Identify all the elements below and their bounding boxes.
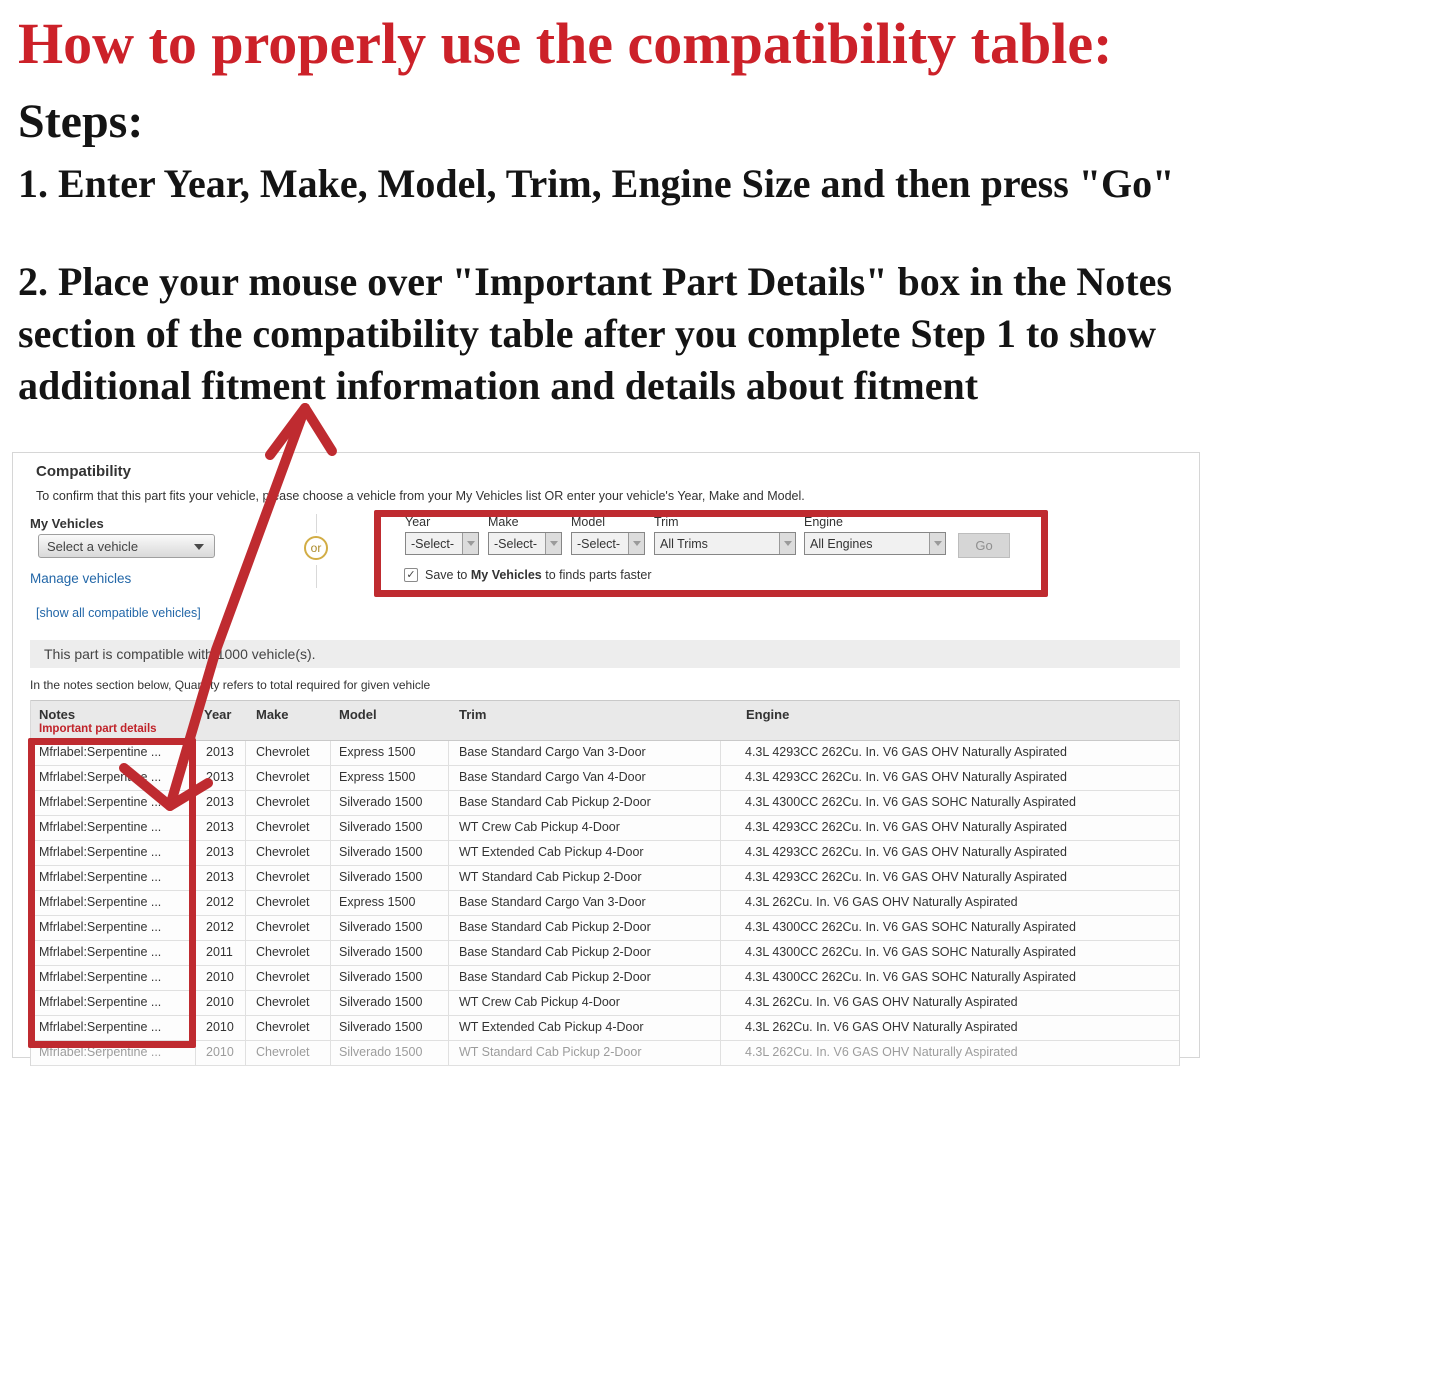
go-button[interactable]: Go bbox=[958, 533, 1010, 558]
cell-engine: 4.3L 4300CC 262Cu. In. V6 GAS SOHC Naturally Aspirated bbox=[745, 920, 1076, 934]
header-notes: Notes bbox=[39, 707, 76, 722]
annotation-box-notes-column bbox=[28, 738, 196, 1048]
step1-text: 1. Enter Year, Make, Model, Trim, Engine Size and then press "Go" bbox=[18, 161, 1175, 206]
cell-trim: WT Standard Cab Pickup 2-Door bbox=[449, 1041, 721, 1065]
my-vehicles-label: My Vehicles bbox=[30, 516, 104, 531]
cell-notes[interactable]: Mfrlabel:Serpentine ... bbox=[31, 1016, 196, 1040]
cell-year: 2010 bbox=[196, 966, 246, 990]
cell-notes[interactable]: Mfrlabel:Serpentine ... bbox=[31, 966, 196, 990]
cell-model: Silverado 1500 bbox=[331, 991, 449, 1015]
header-important-part-details: Important part details bbox=[39, 723, 157, 735]
finder-label-model: Model bbox=[571, 515, 606, 529]
finder-select-value: All Engines bbox=[810, 536, 873, 551]
cell-notes[interactable]: Mfrlabel:Serpentine ... bbox=[31, 816, 196, 840]
step2-line3: additional fitment information and details about fitment bbox=[18, 363, 979, 408]
cell-engine: 4.3L 4293CC 262Cu. In. V6 GAS OHV Naturally Aspirated bbox=[745, 870, 1067, 884]
header-year: Year bbox=[204, 707, 232, 722]
cell-model: Silverado 1500 bbox=[331, 1041, 449, 1065]
finder-select-value: All Trims bbox=[660, 536, 708, 551]
cell-model: Silverado 1500 bbox=[331, 941, 449, 965]
cell-trim: WT Extended Cab Pickup 4-Door bbox=[449, 1016, 721, 1040]
my-vehicles-select[interactable] bbox=[38, 534, 215, 558]
or-badge: or bbox=[304, 536, 328, 560]
save-label-suffix: to finds parts faster bbox=[541, 568, 652, 582]
cell-engine: 4.3L 262Cu. In. V6 GAS OHV Naturally Aspirated bbox=[745, 895, 1018, 909]
cell-notes[interactable]: Mfrlabel:Serpentine ... bbox=[31, 866, 196, 890]
cell-year: 2013 bbox=[196, 816, 246, 840]
table-row bbox=[31, 891, 1179, 916]
cell-notes[interactable]: Mfrlabel:Serpentine ... bbox=[31, 991, 196, 1015]
cell-trim: Base Standard Cab Pickup 2-Door bbox=[449, 916, 721, 940]
cell-year: 2012 bbox=[196, 916, 246, 940]
table-row bbox=[31, 916, 1179, 941]
cell-notes[interactable]: Mfrlabel:Serpentine ... bbox=[31, 916, 196, 940]
finder-label-year: Year bbox=[405, 515, 431, 529]
cell-model: Silverado 1500 bbox=[331, 966, 449, 990]
compatibility-subtitle: To confirm that this part fits your vehicle, please choose a vehicle from your My Vehicles list OR enter your vehicle's Year, Make and Model. bbox=[36, 489, 805, 503]
table-body bbox=[31, 741, 1179, 1066]
cell-model: Express 1500 bbox=[331, 766, 449, 790]
cell-engine: 4.3L 262Cu. In. V6 GAS OHV Naturally Aspirated bbox=[745, 1020, 1018, 1034]
cell-make: Chevrolet bbox=[246, 1016, 331, 1040]
cell-year: 2013 bbox=[196, 866, 246, 890]
cell-model: Silverado 1500 bbox=[331, 916, 449, 940]
cell-make: Chevrolet bbox=[246, 916, 331, 940]
cell-notes[interactable]: Mfrlabel:Serpentine ... bbox=[31, 791, 196, 815]
table-row bbox=[31, 741, 1179, 766]
cell-trim: Base Standard Cab Pickup 2-Door bbox=[449, 966, 721, 990]
or-divider-bottom bbox=[316, 565, 317, 588]
cell-make: Chevrolet bbox=[246, 766, 331, 790]
cell-trim: WT Standard Cab Pickup 2-Door bbox=[449, 866, 721, 890]
cell-make: Chevrolet bbox=[246, 991, 331, 1015]
cell-notes[interactable]: Mfrlabel:Serpentine ... bbox=[31, 766, 196, 790]
cell-engine: 4.3L 4300CC 262Cu. In. V6 GAS SOHC Naturally Aspirated bbox=[745, 795, 1076, 809]
table-row bbox=[31, 866, 1179, 891]
table-row bbox=[31, 1016, 1179, 1041]
cell-notes[interactable]: Mfrlabel:Serpentine ... bbox=[31, 741, 196, 765]
my-vehicles-select-value: Select a vehicle bbox=[47, 538, 139, 554]
cell-trim: Base Standard Cargo Van 3-Door bbox=[449, 741, 721, 765]
cell-make: Chevrolet bbox=[246, 791, 331, 815]
compatible-count-banner: This part is compatible with 1000 vehicle(s). bbox=[30, 640, 1180, 668]
cell-notes[interactable]: Mfrlabel:Serpentine ... bbox=[31, 941, 196, 965]
notes-hint-text: In the notes section below, Quantity refers to total required for given vehicle bbox=[30, 678, 431, 692]
cell-engine: 4.3L 4293CC 262Cu. In. V6 GAS OHV Naturally Aspirated bbox=[745, 745, 1067, 759]
step2-text bbox=[18, 256, 1172, 412]
table-row bbox=[31, 841, 1179, 866]
cell-trim: Base Standard Cargo Van 3-Door bbox=[449, 891, 721, 915]
cell-model: Silverado 1500 bbox=[331, 841, 449, 865]
step2-line1: 2. Place your mouse over "Important Part Details" box in the Notes bbox=[18, 259, 1172, 304]
cell-trim: Base Standard Cab Pickup 2-Door bbox=[449, 791, 721, 815]
table-header-row bbox=[31, 700, 1179, 741]
cell-year: 2013 bbox=[196, 741, 246, 765]
cell-make: Chevrolet bbox=[246, 966, 331, 990]
cell-year: 2013 bbox=[196, 791, 246, 815]
cell-model: Express 1500 bbox=[331, 891, 449, 915]
save-label-bold: My Vehicles bbox=[470, 568, 542, 582]
header-engine: Engine bbox=[746, 707, 790, 722]
cell-engine: 4.3L 262Cu. In. V6 GAS OHV Naturally Aspirated bbox=[745, 995, 1018, 1009]
cell-make: Chevrolet bbox=[246, 941, 331, 965]
show-all-compatible-link[interactable]: [show all compatible vehicles] bbox=[36, 606, 201, 620]
cell-engine: 4.3L 262Cu. In. V6 GAS OHV Naturally Aspirated bbox=[745, 1045, 1018, 1059]
save-checkbox[interactable]: ✓ bbox=[404, 568, 418, 582]
cell-make: Chevrolet bbox=[246, 741, 331, 765]
cell-engine: 4.3L 4293CC 262Cu. In. V6 GAS OHV Naturally Aspirated bbox=[745, 820, 1067, 834]
cell-make: Chevrolet bbox=[246, 866, 331, 890]
step2-line2: section of the compatibility table after you complete Step 1 to show bbox=[18, 311, 1157, 356]
header-model: Model bbox=[339, 707, 377, 722]
cell-year: 2010 bbox=[196, 1041, 246, 1065]
steps-heading: Steps: bbox=[18, 95, 144, 148]
cell-make: Chevrolet bbox=[246, 891, 331, 915]
header-trim: Trim bbox=[459, 707, 487, 722]
finder-select-value: -Select- bbox=[577, 536, 621, 551]
cell-trim: Base Standard Cab Pickup 2-Door bbox=[449, 941, 721, 965]
cell-trim: WT Extended Cab Pickup 4-Door bbox=[449, 841, 721, 865]
table-row bbox=[31, 766, 1179, 791]
cell-engine: 4.3L 4300CC 262Cu. In. V6 GAS SOHC Naturally Aspirated bbox=[745, 945, 1076, 959]
cell-trim: Base Standard Cargo Van 4-Door bbox=[449, 766, 721, 790]
save-label-prefix: Save to bbox=[425, 568, 471, 582]
cell-notes[interactable]: Mfrlabel:Serpentine ... bbox=[31, 1041, 196, 1065]
cell-year: 2011 bbox=[196, 941, 246, 965]
table-row bbox=[31, 991, 1179, 1016]
page-title: How to properly use the compatibility table: bbox=[18, 11, 1113, 76]
cell-make: Chevrolet bbox=[246, 816, 331, 840]
cell-year: 2010 bbox=[196, 1016, 246, 1040]
compatibility-table bbox=[30, 700, 1180, 1066]
finder-label-make: Make bbox=[488, 515, 519, 529]
table-row bbox=[31, 1041, 1179, 1066]
cell-year: 2010 bbox=[196, 991, 246, 1015]
cell-year: 2013 bbox=[196, 766, 246, 790]
cell-trim: WT Crew Cab Pickup 4-Door bbox=[449, 816, 721, 840]
cell-model: Silverado 1500 bbox=[331, 1016, 449, 1040]
cell-model: Silverado 1500 bbox=[331, 816, 449, 840]
cell-model: Express 1500 bbox=[331, 741, 449, 765]
chevron-down-icon bbox=[194, 544, 204, 550]
table-row bbox=[31, 966, 1179, 991]
table-row bbox=[31, 791, 1179, 816]
cell-engine: 4.3L 4300CC 262Cu. In. V6 GAS SOHC Naturally Aspirated bbox=[745, 970, 1076, 984]
or-divider-top bbox=[316, 514, 317, 533]
cell-year: 2012 bbox=[196, 891, 246, 915]
manage-vehicles-link[interactable]: Manage vehicles bbox=[30, 571, 132, 586]
finder-label-trim: Trim bbox=[654, 515, 679, 529]
compatibility-title: Compatibility bbox=[36, 463, 132, 480]
cell-model: Silverado 1500 bbox=[331, 791, 449, 815]
cell-engine: 4.3L 4293CC 262Cu. In. V6 GAS OHV Naturally Aspirated bbox=[745, 845, 1067, 859]
cell-notes[interactable]: Mfrlabel:Serpentine ... bbox=[31, 891, 196, 915]
cell-make: Chevrolet bbox=[246, 841, 331, 865]
finder-select-value: -Select- bbox=[411, 536, 455, 551]
finder-label-engine: Engine bbox=[804, 515, 843, 529]
table-row bbox=[31, 816, 1179, 841]
cell-trim: WT Crew Cab Pickup 4-Door bbox=[449, 991, 721, 1015]
header-make: Make bbox=[256, 707, 289, 722]
cell-engine: 4.3L 4293CC 262Cu. In. V6 GAS OHV Naturally Aspirated bbox=[745, 770, 1067, 784]
cell-notes[interactable]: Mfrlabel:Serpentine ... bbox=[31, 841, 196, 865]
cell-year: 2013 bbox=[196, 841, 246, 865]
cell-model: Silverado 1500 bbox=[331, 866, 449, 890]
finder-select-value: -Select- bbox=[494, 536, 538, 551]
cell-make: Chevrolet bbox=[246, 1041, 331, 1065]
table-row bbox=[31, 941, 1179, 966]
annotation-box-finder bbox=[374, 510, 1048, 597]
